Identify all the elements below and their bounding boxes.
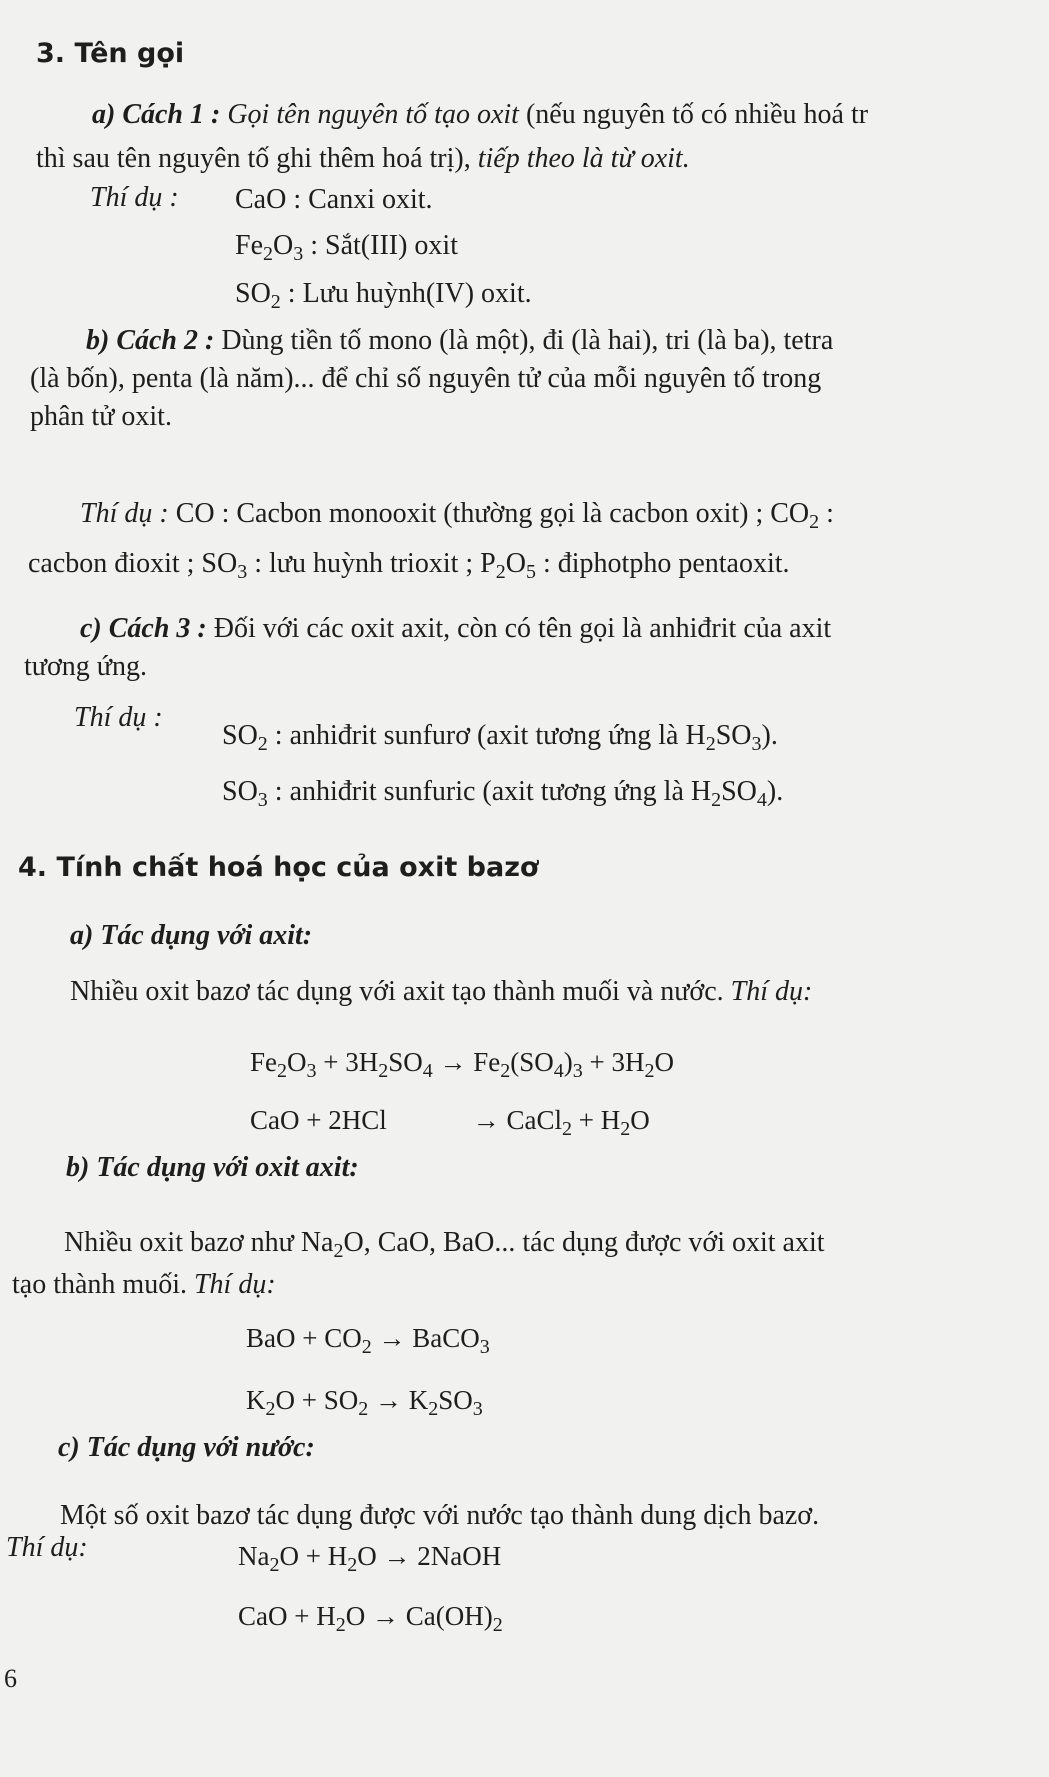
method-2-label: b) Cách 2 : [86,325,215,356]
example-fe2o3: $Fe_2O_3$ : Sắt(III) oxit [235,230,458,265]
method-3-text-2: tương ứng. [24,651,147,682]
method-1-text: (nếu nguyên tố có nhiều hoá tr [525,99,869,130]
section-3-heading: 3. Tên gọi [36,38,185,69]
example-label-4c: Thí dụ: [6,1532,88,1563]
example-so3-name: : lưu huỳnh trioxit ; [254,548,474,579]
method-3-text-1: Đối với các oxit axit, còn có tên gọi là anhiđrit của axit [213,613,832,644]
example-anhydride-so3: $SO_3$ : anhiđrit sunfuric (axit tương ứng là $H_2SO_4$). [222,776,784,811]
method-2-examples: Thí dụ : CO : Cacbon monooxit (thường gọi là cacbon oxit) ; $CO_2$ : cacbon đioxit ; $SO_3$ : lưu huỳnh trioxit ; $P_2O_5$ : điphotpho pentaoxit. [28,498,834,583]
subsection-4a-heading: a) Tác dụng với axit: [70,920,313,951]
equation-na2o-h2o: $Na_2O + H_2O$ → 2NaOH [238,1541,502,1576]
example-cao: CaO : Canxi oxit. [235,184,433,215]
subsection-4b-text: Nhiều oxit bazơ như $Na_2O$, CaO, BaO... tác dụng được với oxit axit tạo thành muối. Thí dụ: [12,1227,825,1300]
equation-cao-h2o: CaO + $H_2O \to Ca(OH)_2$ [238,1601,503,1636]
method-1-paragraph [36,96,1049,178]
method-3-label: c) Cách 3 : [80,613,207,644]
example-so2: $SO_2$ : Lưu huỳnh(IV) oxit. [235,278,532,313]
equation-k2o-so2: $K_2O + SO_2 \to K_2SO_3$ [246,1385,483,1420]
method-1-label: a) Cách 1 : [92,99,221,130]
method-2-text-2: (là bốn), penta (là năm)... để chỉ số nguyên tử của mỗi nguyên tố trong [30,363,822,394]
method-2-paragraph [30,322,1049,436]
example-p2o5-name: : điphotpho pentaoxit. [542,548,790,579]
method-2-text-3: phân tử oxit. [30,401,172,432]
method-1-line2: thì sau tên nguyên tố ghi thêm hoá trị), [36,143,471,174]
example-co2-name: cacbon đioxit ; [28,548,195,579]
equation-fe2o3-h2so4: $Fe_2O_3 + 3H_2SO_4 \to Fe_2(SO_4)_3 + 3H_2O$ [250,1047,674,1082]
subsection-4a-text: Nhiều oxit bazơ tác dụng với axit tạo thành muối và nước. Thí dụ: [70,976,813,1007]
equation-bao-co2: BaO + $CO_2$ → BaCO$_3$ [246,1323,490,1358]
page-number: 6 [4,1664,17,1693]
subsection-4c-heading: c) Tác dụng với nước: [58,1432,315,1463]
method-2-text-1: Dùng tiền tố mono (là một), đi (là hai), tri (là ba), tetra [221,325,834,356]
example-label-3: Thí dụ : [74,702,163,733]
example-label-1: Thí dụ : [90,182,179,213]
method-1-line2-italic: tiếp theo là từ oxit. [477,143,690,174]
example-co: CO : Cacbon monooxit (thường gọi là cacbon oxit) ; [175,498,764,529]
method-3-paragraph [24,610,1049,686]
equation-cao-hcl: CaO + 2HCl → CaCl$_2$ + $H_2O$ [250,1105,650,1140]
example-label-2: Thí dụ : [80,498,169,529]
method-1-italic: Gọi tên nguyên tố tạo oxit [227,99,519,130]
section-4-heading: 4. Tính chất hoá học của oxit bazơ [18,852,539,883]
subsection-4b-heading: b) Tác dụng với oxit axit: [66,1152,359,1183]
example-anhydride-so2: $SO_2$ : anhiđrit sunfurơ (axit tương ứng là $H_2SO_3$). [222,720,778,755]
subsection-4c-text: Một số oxit bazơ tác dụng được với nước tạo thành dung dịch bazơ. [60,1500,820,1531]
